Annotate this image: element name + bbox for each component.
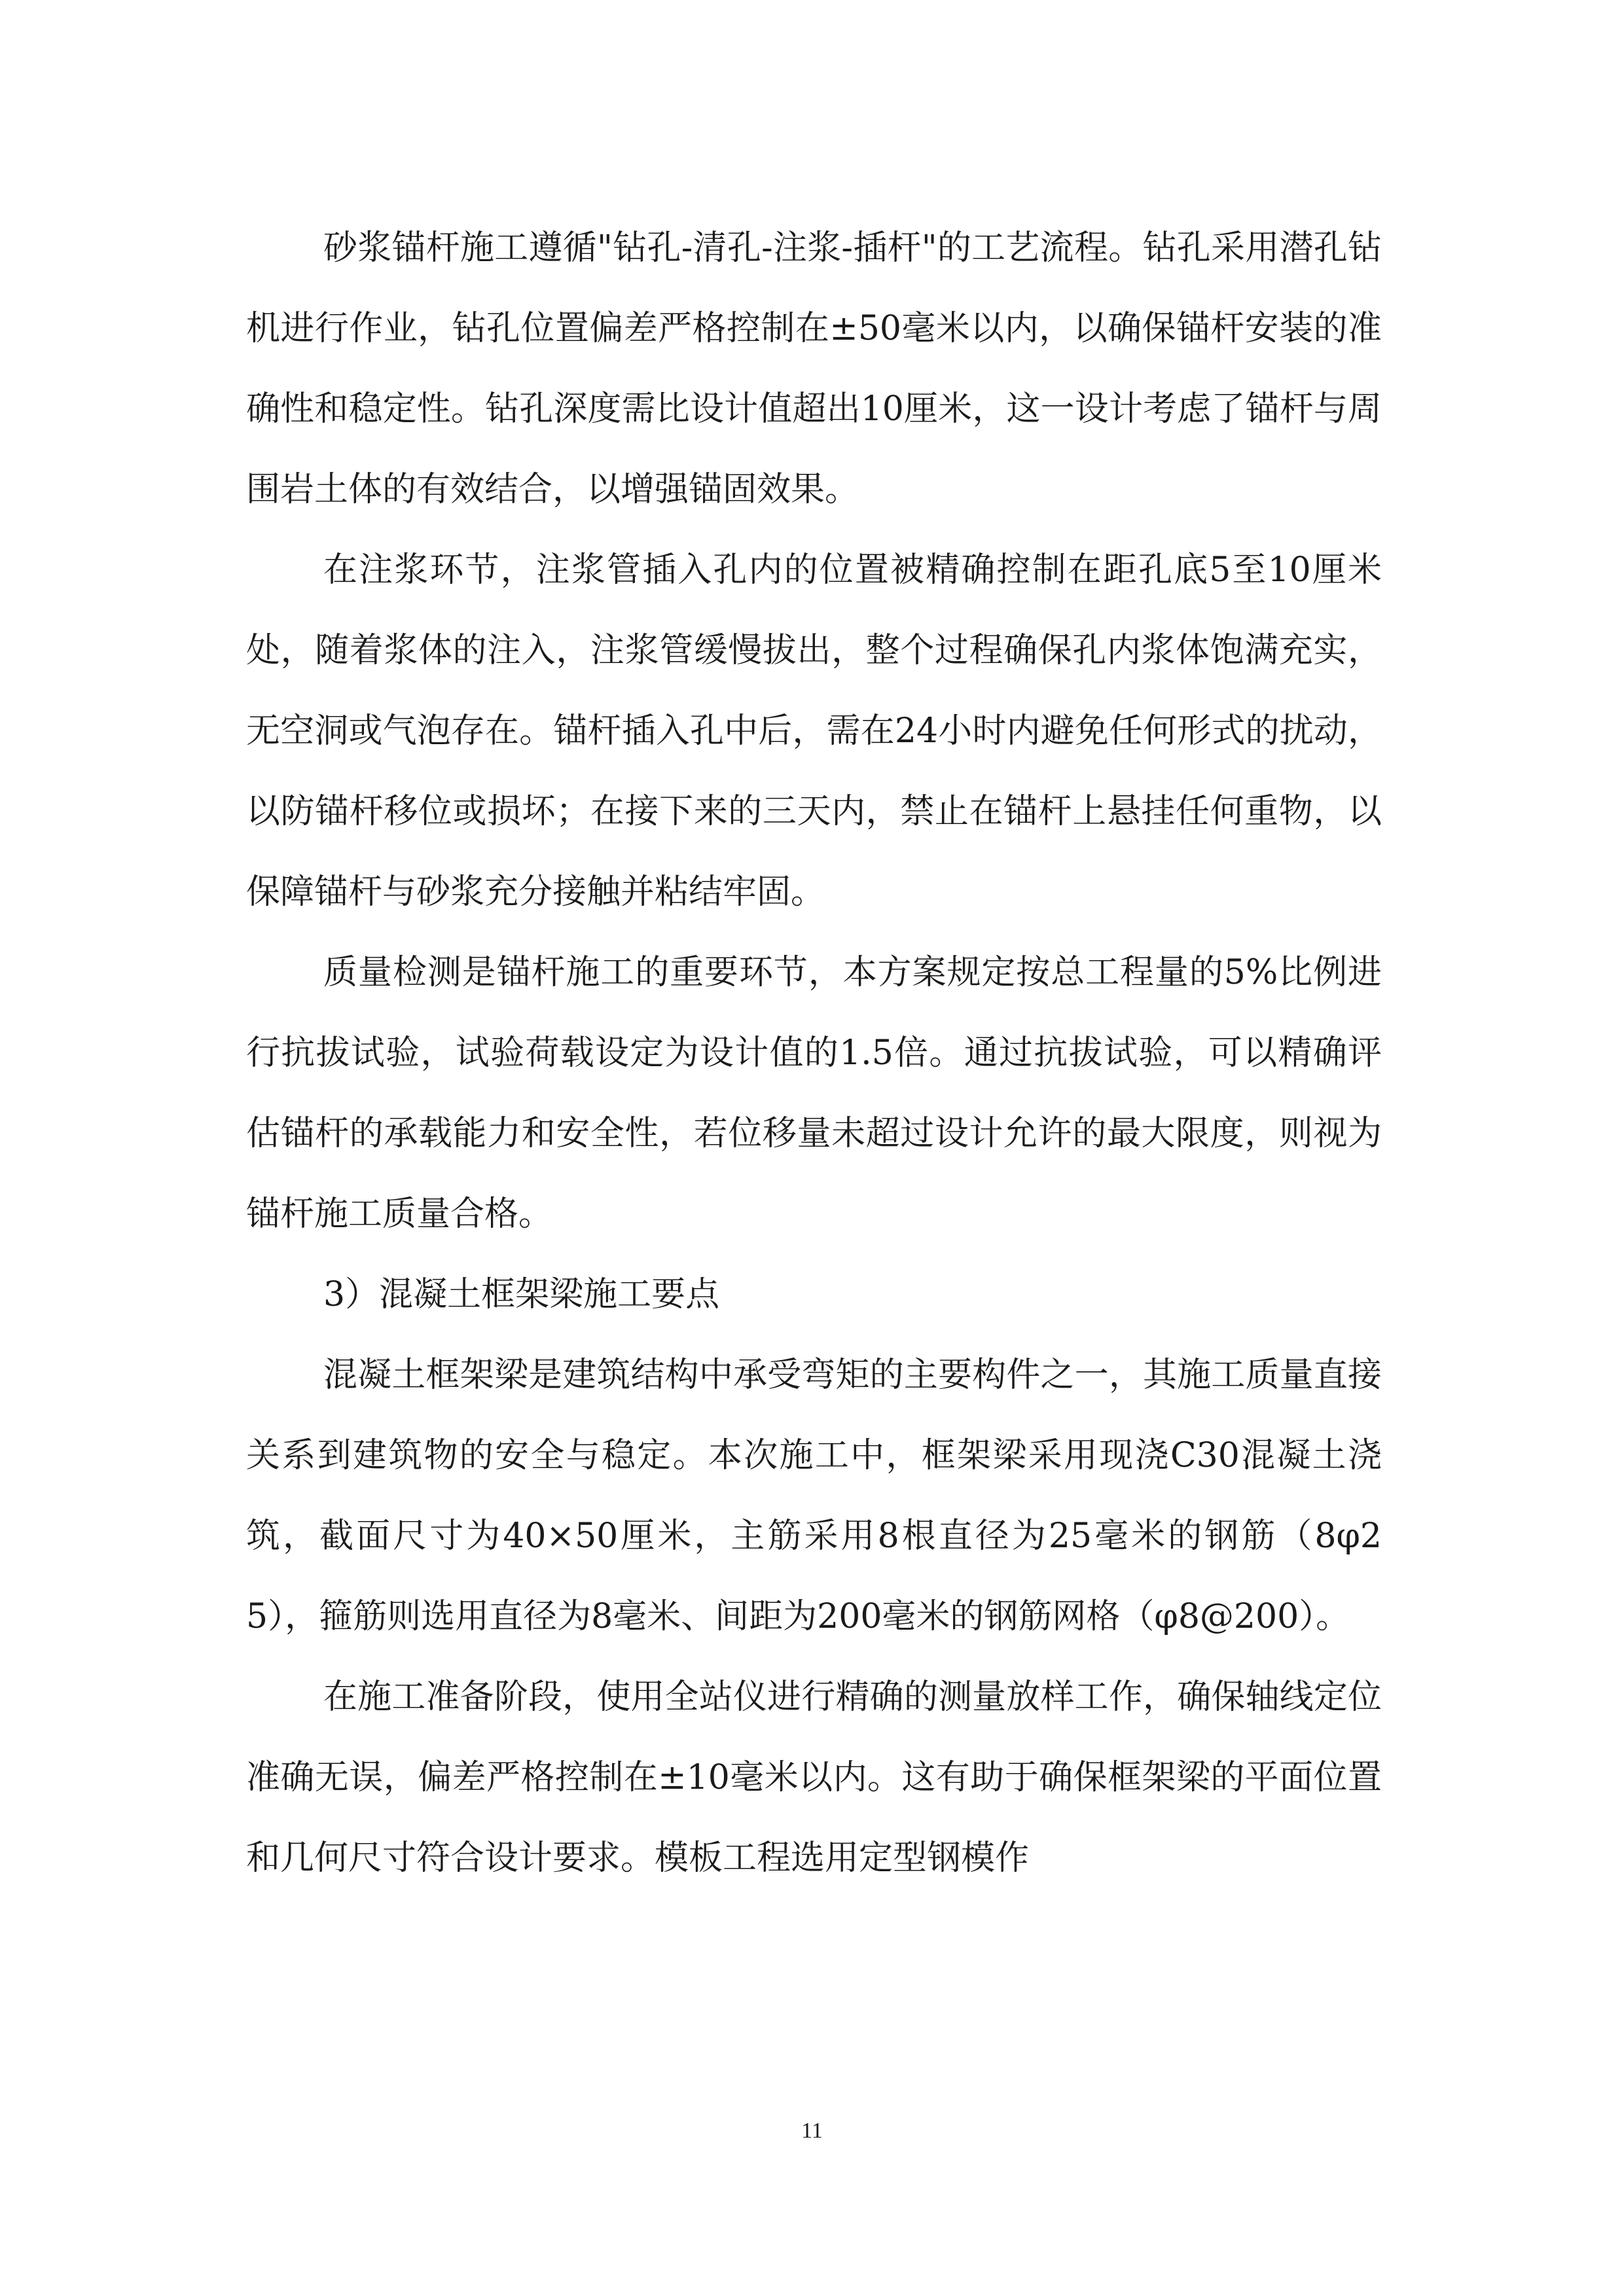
paragraph-anchor-drilling: 砂浆锚杆施工遵循"钻孔-清孔-注浆-插杆"的工艺流程。钻孔采用潜孔钻机进行作业，钻孔位置偏差严格控制在±50毫米以内，以确保锚杆安装的准确性和稳定性。钻孔深度需比设计值超出10厘米，这一设计考虑了锚杆与周围岩土体的有效结合，以增强锚固效果。 — [246, 228, 1382, 509]
section-heading-concrete-frame-beam: 3）混凝土框架梁施工要点 — [323, 1275, 720, 1314]
page-number: 11 — [801, 2119, 823, 2143]
paragraph-quality-testing: 质量检测是锚杆施工的重要环节，本方案规定按总工程量的5%比例进行抗拔试验，试验荷载设定为设计值的1.5倍。通过抗拔试验，可以精确评估锚杆的承载能力和安全性，若位移量未超过设计允许的最大限度，则视为锚杆施工质量合格。 — [246, 953, 1382, 1234]
paragraph-construction-preparation: 在施工准备阶段，使用全站仪进行精确的测量放样工作，确保轴线定位准确无误，偏差严格控制在±10毫米以内。这有助于确保框架梁的平面位置和几何尺寸符合设计要求。模板工程选用定型钢模作 — [246, 1677, 1382, 1878]
paragraph-frame-beam-spec: 混凝土框架梁是建筑结构中承受弯矩的主要构件之一，其施工质量直接关系到建筑物的安全与稳定。本次施工中，框架梁采用现浇C30混凝土浇筑，截面尺寸为40×50厘米，主筋采用8根直径为25毫米的钢筋（8φ25），箍筋则选用直径为8毫米、间距为200毫米的钢筋网格（φ8@200）。 — [246, 1355, 1382, 1636]
document-body — [246, 208, 1382, 1899]
paragraph-grouting: 在注浆环节，注浆管插入孔内的位置被精确控制在距孔底5至10厘米处，随着浆体的注入，注浆管缓慢拔出，整个过程确保孔内浆体饱满充实，无空洞或气泡存在。锚杆插入孔中后，需在24小时内避免任何形式的扰动，以防锚杆移位或损坏；在接下来的三天内，禁止在锚杆上悬挂任何重物，以保障锚杆与砂浆充分接触并粘结牢固。 — [246, 550, 1382, 912]
